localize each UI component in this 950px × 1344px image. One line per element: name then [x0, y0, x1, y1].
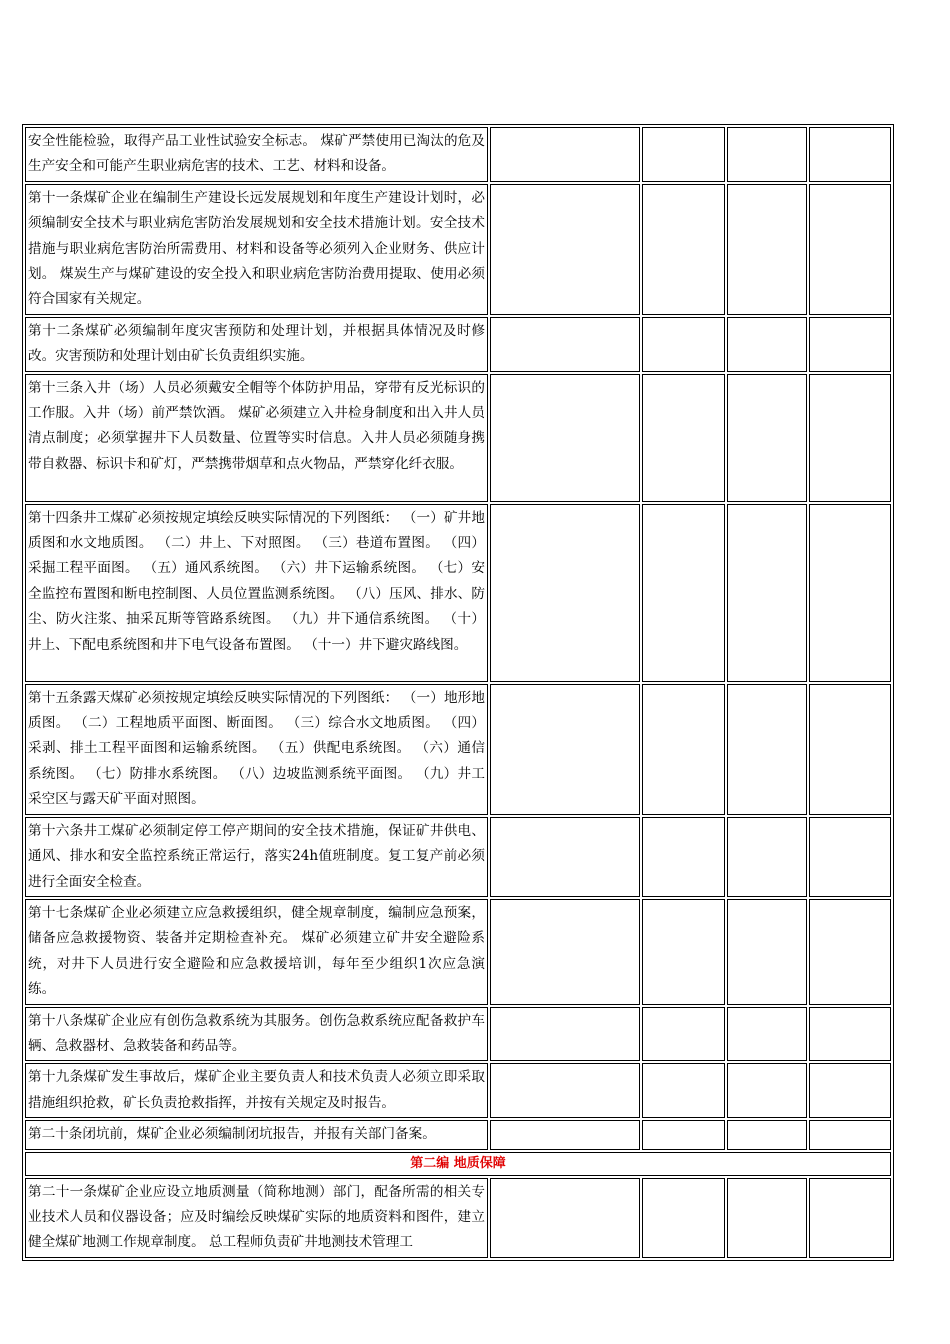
- clause-text: 第二十一条煤矿企业应设立地质测量（简称地测）部门，配备所需的相关专业技术人员和仪器设备；应及时编绘反映煤矿实际的地质资料和图件，建立健全煤矿地测工作规章制度。 总工程师负责矿井地测技术管理工: [25, 1178, 488, 1258]
- blank-cell: [490, 1178, 640, 1258]
- clause-text: 安全性能检验，取得产品工业性试验安全标志。 煤矿严禁使用已淘汰的危及生产安全和可能产生职业病危害的技术、工艺、材料和设备。: [25, 127, 488, 182]
- blank-cell: [490, 817, 640, 897]
- blank-cell: [490, 374, 640, 502]
- blank-cell: [727, 374, 807, 502]
- blank-cell: [809, 1120, 891, 1149]
- blank-cell: [642, 1007, 725, 1062]
- blank-cell: [642, 184, 725, 315]
- blank-cell: [642, 1120, 725, 1149]
- blank-cell: [490, 1007, 640, 1062]
- table-row: [25, 1120, 891, 1149]
- table-row: [25, 684, 891, 815]
- blank-cell: [727, 817, 807, 897]
- regulation-checklist-table: [22, 124, 894, 1261]
- clause-text: 第十五条露天煤矿必须按规定填绘反映实际情况的下列图纸： （一）地形地质图。 （二）工程地质平面图、断面图。 （三）综合水文地质图。 （四）采剥、排土工程平面图和运输系统图。 （五）供配电系统图。 （六）通信系统图。 （七）防排水系统图。 （八）边坡监测系统平面图。 （九）井工采空区与露天矿平面对照图。: [25, 684, 488, 815]
- blank-cell: [727, 504, 807, 682]
- blank-cell: [642, 1178, 725, 1258]
- table-row: [25, 1178, 891, 1258]
- table-row: [25, 317, 891, 372]
- table-row: [25, 184, 891, 315]
- blank-cell: [642, 504, 725, 682]
- table-row: [25, 899, 891, 1005]
- blank-cell: [727, 899, 807, 1005]
- blank-cell: [642, 374, 725, 502]
- clause-text: 第二十条闭坑前，煤矿企业必须编制闭坑报告，并报有关部门备案。: [25, 1120, 488, 1149]
- blank-cell: [490, 684, 640, 815]
- blank-cell: [490, 184, 640, 315]
- blank-cell: [809, 127, 891, 182]
- table-row: [25, 1063, 891, 1118]
- blank-cell: [809, 817, 891, 897]
- clause-text: 第十二条煤矿必须编制年度灾害预防和处理计划，并根据具体情况及时修改。灾害预防和处理计划由矿长负责组织实施。: [25, 317, 488, 372]
- blank-cell: [642, 1063, 725, 1118]
- blank-cell: [642, 127, 725, 182]
- table-row: [25, 127, 891, 182]
- blank-cell: [809, 504, 891, 682]
- table-row: [25, 817, 891, 897]
- blank-cell: [809, 899, 891, 1005]
- blank-cell: [809, 374, 891, 502]
- blank-cell: [727, 1007, 807, 1062]
- blank-cell: [642, 684, 725, 815]
- blank-cell: [727, 1178, 807, 1258]
- blank-cell: [727, 684, 807, 815]
- blank-cell: [727, 1063, 807, 1118]
- table-row: [25, 1007, 891, 1062]
- blank-cell: [727, 184, 807, 315]
- blank-cell: [809, 1007, 891, 1062]
- clause-text: 第十六条井工煤矿必须制定停工停产期间的安全技术措施，保证矿井供电、通风、排水和安全监控系统正常运行，落实24h值班制度。复工复产前必须进行全面安全检查。: [25, 817, 488, 897]
- blank-cell: [727, 317, 807, 372]
- blank-cell: [809, 684, 891, 815]
- blank-cell: [490, 1063, 640, 1118]
- blank-cell: [642, 899, 725, 1005]
- clause-text: 第十七条煤矿企业必须建立应急救援组织，健全规章制度，编制应急预案，储备应急救援物资、装备并定期检查补充。 煤矿必须建立矿井安全避险系统，对井下人员进行安全避险和应急救援培训，每年至少组织1次应急演练。: [25, 899, 488, 1005]
- blank-cell: [809, 1063, 891, 1118]
- blank-cell: [727, 1120, 807, 1149]
- clause-text: 第十九条煤矿发生事故后，煤矿企业主要负责人和技术负责人必须立即采取措施组织抢救，矿长负责抢救指挥，并按有关规定及时报告。: [25, 1063, 488, 1118]
- blank-cell: [490, 127, 640, 182]
- section-heading: 第二编 地质保障: [25, 1152, 891, 1176]
- blank-cell: [809, 317, 891, 372]
- blank-cell: [642, 317, 725, 372]
- blank-cell: [490, 504, 640, 682]
- clause-text: 第十八条煤矿企业应有创伤急救系统为其服务。创伤急救系统应配备救护车辆、急救器材、急救装备和药品等。: [25, 1007, 488, 1062]
- table-row: [25, 374, 891, 502]
- blank-cell: [809, 184, 891, 315]
- blank-cell: [642, 817, 725, 897]
- table-row: [25, 504, 891, 682]
- clause-text: 第十三条入井（场）人员必须戴安全帽等个体防护用品，穿带有反光标识的工作服。入井（场）前严禁饮酒。 煤矿必须建立入井检身制度和出入井人员清点制度；必须掌握井下人员数量、位置等实时信息。入井人员必须随身携带自救器、标识卡和矿灯，严禁携带烟草和点火物品，严禁穿化纤衣服。: [25, 374, 488, 502]
- blank-cell: [490, 899, 640, 1005]
- blank-cell: [809, 1178, 891, 1258]
- clause-text: 第十四条井工煤矿必须按规定填绘反映实际情况的下列图纸： （一）矿井地质图和水文地质图。 （二）井上、下对照图。 （三）巷道布置图。 （四）采掘工程平面图。 （五）通风系统图。 （六）井下运输系统图。 （七）安全监控布置图和断电控制图、人员位置监测系统图。 （八）压风、排水、防尘、防火注浆、抽采瓦斯等管路系统图。 （九）井下通信系统图。 （十）井上、下配电系统图和井下电气设备布置图。 （十一）井下避灾路线图。: [25, 504, 488, 682]
- section-row: [25, 1152, 891, 1176]
- blank-cell: [727, 127, 807, 182]
- clause-text: 第十一条煤矿企业在编制生产建设长远发展规划和年度生产建设计划时，必须编制安全技术与职业病危害防治发展规划和安全技术措施计划。安全技术措施与职业病危害防治所需费用、材料和设备等必须列入企业财务、供应计划。 煤炭生产与煤矿建设的安全投入和职业病危害防治费用提取、使用必须符合国家有关规定。: [25, 184, 488, 315]
- blank-cell: [490, 317, 640, 372]
- blank-cell: [490, 1120, 640, 1149]
